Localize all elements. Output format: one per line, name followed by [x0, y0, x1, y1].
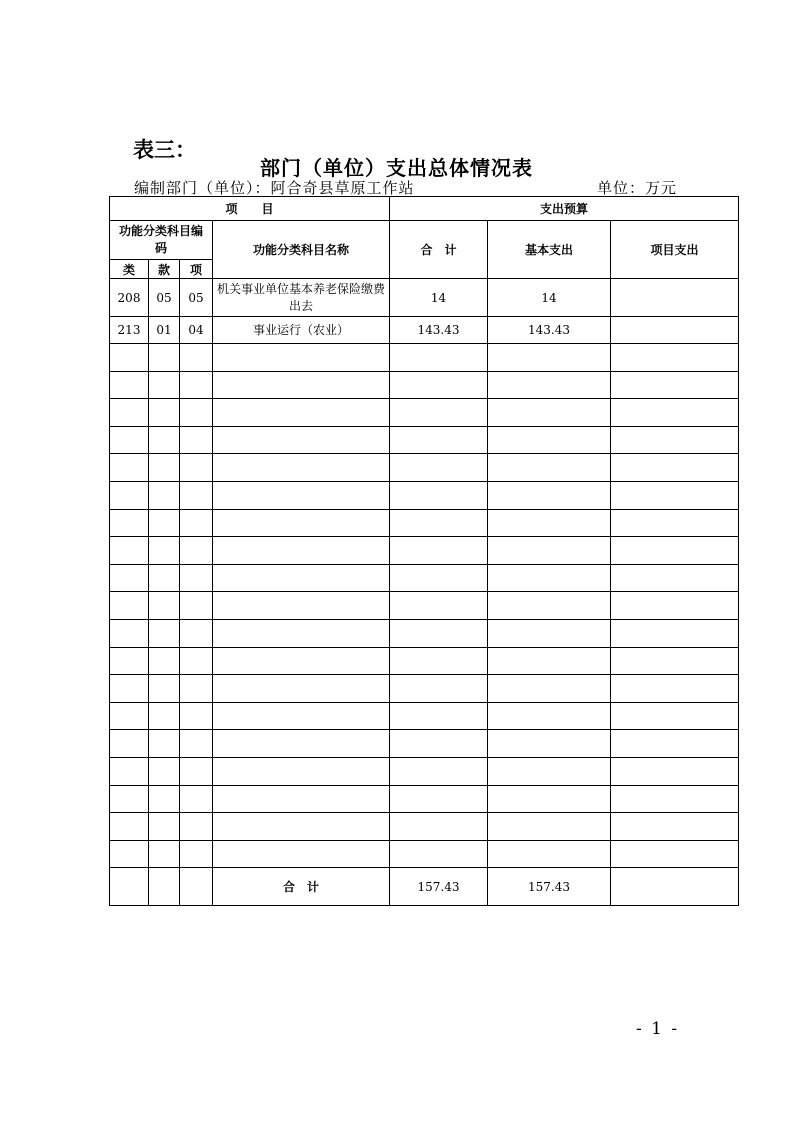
empty-cell	[180, 481, 213, 509]
empty-cell	[180, 344, 213, 372]
empty-cell	[390, 454, 488, 482]
empty-cell	[488, 757, 611, 785]
empty-cell	[488, 675, 611, 703]
empty-cell	[611, 371, 739, 399]
empty-row	[110, 757, 739, 785]
header-total: 合 计	[390, 221, 488, 279]
empty-cell	[488, 537, 611, 565]
empty-cell	[180, 702, 213, 730]
empty-cell	[390, 592, 488, 620]
empty-cell	[488, 426, 611, 454]
empty-cell	[110, 592, 149, 620]
empty-cell	[180, 785, 213, 813]
empty-cell	[110, 785, 149, 813]
empty-cell	[213, 537, 390, 565]
empty-cell	[110, 481, 149, 509]
empty-cell	[213, 564, 390, 592]
empty-cell	[180, 840, 213, 868]
empty-cell	[110, 813, 149, 841]
empty-row	[110, 399, 739, 427]
empty-cell	[390, 702, 488, 730]
cell-basic: 14	[488, 279, 611, 317]
empty-cell	[213, 675, 390, 703]
empty-cell	[180, 730, 213, 758]
empty-cell	[180, 813, 213, 841]
empty-row	[110, 426, 739, 454]
empty-cell	[611, 537, 739, 565]
empty-cell	[180, 509, 213, 537]
empty-cell	[110, 426, 149, 454]
empty-cell	[213, 371, 390, 399]
empty-cell	[390, 730, 488, 758]
page-title: 部门（单位）支出总体情况表	[260, 156, 533, 180]
empty-cell	[149, 399, 180, 427]
empty-cell	[390, 840, 488, 868]
empty-cell	[390, 647, 488, 675]
empty-cell	[180, 426, 213, 454]
cell-total: 143.43	[390, 317, 488, 344]
empty-cell	[180, 371, 213, 399]
empty-cell	[611, 813, 739, 841]
empty-row	[110, 785, 739, 813]
empty-cell	[488, 840, 611, 868]
empty-cell	[390, 757, 488, 785]
empty-cell	[611, 675, 739, 703]
empty-cell	[149, 426, 180, 454]
table-row	[110, 317, 739, 344]
empty-row	[110, 344, 739, 372]
empty-row	[110, 675, 739, 703]
empty-cell	[110, 344, 149, 372]
empty-cell	[611, 785, 739, 813]
empty-cell	[149, 564, 180, 592]
empty-cell	[213, 344, 390, 372]
cell-kuan: 05	[149, 279, 180, 317]
header-name: 功能分类科目名称	[213, 221, 390, 279]
empty-cell	[213, 702, 390, 730]
empty-row	[110, 537, 739, 565]
empty-cell	[180, 399, 213, 427]
empty-cell	[149, 454, 180, 482]
empty-cell	[611, 564, 739, 592]
header-lei: 类	[110, 260, 149, 279]
empty-cell	[149, 813, 180, 841]
total-amount: 157.43	[390, 868, 488, 906]
total-empty-cell	[180, 868, 213, 906]
cell-name: 机关事业单位基本养老保险缴费出去	[213, 279, 390, 317]
empty-cell	[390, 344, 488, 372]
empty-cell	[213, 592, 390, 620]
empty-cell	[149, 371, 180, 399]
empty-row	[110, 813, 739, 841]
empty-cell	[390, 675, 488, 703]
empty-cell	[110, 730, 149, 758]
cell-xiang: 05	[180, 279, 213, 317]
header-project-expense: 项目支出	[611, 221, 739, 279]
empty-cell	[488, 509, 611, 537]
empty-cell	[611, 702, 739, 730]
empty-cell	[390, 481, 488, 509]
empty-cell	[149, 619, 180, 647]
empty-row	[110, 481, 739, 509]
cell-xiang: 04	[180, 317, 213, 344]
empty-cell	[213, 813, 390, 841]
empty-cell	[611, 399, 739, 427]
empty-cell	[488, 702, 611, 730]
empty-cell	[488, 454, 611, 482]
header-budget: 支出预算	[390, 197, 739, 221]
empty-cell	[488, 344, 611, 372]
empty-cell	[149, 481, 180, 509]
empty-cell	[180, 454, 213, 482]
empty-row	[110, 702, 739, 730]
empty-cell	[390, 785, 488, 813]
empty-cell	[213, 481, 390, 509]
total-basic: 157.43	[488, 868, 611, 906]
empty-cell	[390, 564, 488, 592]
empty-cell	[213, 647, 390, 675]
empty-cell	[110, 840, 149, 868]
table-label: 表三：	[133, 137, 196, 162]
empty-cell	[213, 619, 390, 647]
empty-cell	[488, 371, 611, 399]
total-empty-cell	[110, 868, 149, 906]
cell-lei: 208	[110, 279, 149, 317]
empty-cell	[149, 509, 180, 537]
total-empty-cell	[149, 868, 180, 906]
empty-row	[110, 564, 739, 592]
page-number: - 1 -	[636, 1019, 680, 1039]
empty-cell	[611, 757, 739, 785]
total-label: 合 计	[213, 868, 390, 906]
empty-cell	[110, 454, 149, 482]
empty-cell	[213, 757, 390, 785]
empty-cell	[149, 840, 180, 868]
empty-cell	[180, 592, 213, 620]
empty-cell	[110, 537, 149, 565]
cell-basic: 143.43	[488, 317, 611, 344]
cell-kuan: 01	[149, 317, 180, 344]
empty-cell	[149, 702, 180, 730]
empty-cell	[488, 785, 611, 813]
empty-cell	[149, 344, 180, 372]
empty-cell	[110, 399, 149, 427]
empty-cell	[110, 757, 149, 785]
cell-name: 事业运行（农业）	[213, 317, 390, 344]
empty-cell	[180, 647, 213, 675]
empty-cell	[213, 399, 390, 427]
empty-row	[110, 840, 739, 868]
header-code-group: 功能分类科目编码	[110, 221, 213, 260]
empty-row	[110, 509, 739, 537]
cell-total: 14	[390, 279, 488, 317]
empty-row	[110, 371, 739, 399]
empty-row	[110, 730, 739, 758]
total-row	[110, 868, 739, 906]
empty-cell	[149, 675, 180, 703]
empty-cell	[488, 647, 611, 675]
empty-cell	[110, 675, 149, 703]
empty-cell	[611, 619, 739, 647]
empty-cell	[611, 592, 739, 620]
table-row	[110, 279, 739, 317]
empty-cell	[611, 840, 739, 868]
empty-cell	[149, 647, 180, 675]
empty-cell	[611, 454, 739, 482]
header-xiang: 项	[180, 260, 213, 279]
empty-cell	[149, 730, 180, 758]
empty-cell	[488, 730, 611, 758]
empty-cell	[390, 399, 488, 427]
cell-project	[611, 317, 739, 344]
empty-cell	[180, 619, 213, 647]
empty-row	[110, 592, 739, 620]
empty-cell	[390, 509, 488, 537]
empty-cell	[213, 840, 390, 868]
cell-lei: 213	[110, 317, 149, 344]
empty-cell	[390, 371, 488, 399]
empty-cell	[611, 509, 739, 537]
department-label: 编制部门（单位）：阿合奇县草原工作站	[134, 179, 415, 197]
unit-label: 单位：万元	[597, 179, 678, 197]
header-kuan: 款	[149, 260, 180, 279]
cell-project	[611, 279, 739, 317]
empty-cell	[488, 481, 611, 509]
empty-cell	[149, 537, 180, 565]
empty-cell	[149, 785, 180, 813]
empty-cell	[110, 647, 149, 675]
empty-row	[110, 647, 739, 675]
empty-cell	[488, 564, 611, 592]
empty-cell	[180, 564, 213, 592]
expenditure-table	[109, 196, 739, 906]
empty-cell	[390, 426, 488, 454]
header-project: 项 目	[110, 197, 390, 221]
empty-cell	[488, 592, 611, 620]
empty-cell	[488, 399, 611, 427]
empty-cell	[180, 757, 213, 785]
empty-cell	[488, 813, 611, 841]
empty-row	[110, 454, 739, 482]
empty-cell	[213, 454, 390, 482]
total-project	[611, 868, 739, 906]
empty-cell	[611, 481, 739, 509]
empty-cell	[611, 647, 739, 675]
empty-cell	[390, 537, 488, 565]
empty-cell	[110, 564, 149, 592]
empty-cell	[110, 619, 149, 647]
empty-cell	[611, 344, 739, 372]
empty-cell	[390, 813, 488, 841]
empty-cell	[390, 619, 488, 647]
empty-cell	[110, 371, 149, 399]
empty-cell	[149, 592, 180, 620]
empty-cell	[213, 730, 390, 758]
empty-cell	[110, 702, 149, 730]
empty-cell	[488, 619, 611, 647]
empty-cell	[213, 426, 390, 454]
empty-cell	[110, 509, 149, 537]
empty-cell	[149, 757, 180, 785]
empty-cell	[213, 785, 390, 813]
empty-cell	[213, 509, 390, 537]
empty-cell	[180, 675, 213, 703]
empty-cell	[611, 730, 739, 758]
empty-cell	[611, 426, 739, 454]
empty-cell	[180, 537, 213, 565]
empty-row	[110, 619, 739, 647]
header-basic: 基本支出	[488, 221, 611, 279]
